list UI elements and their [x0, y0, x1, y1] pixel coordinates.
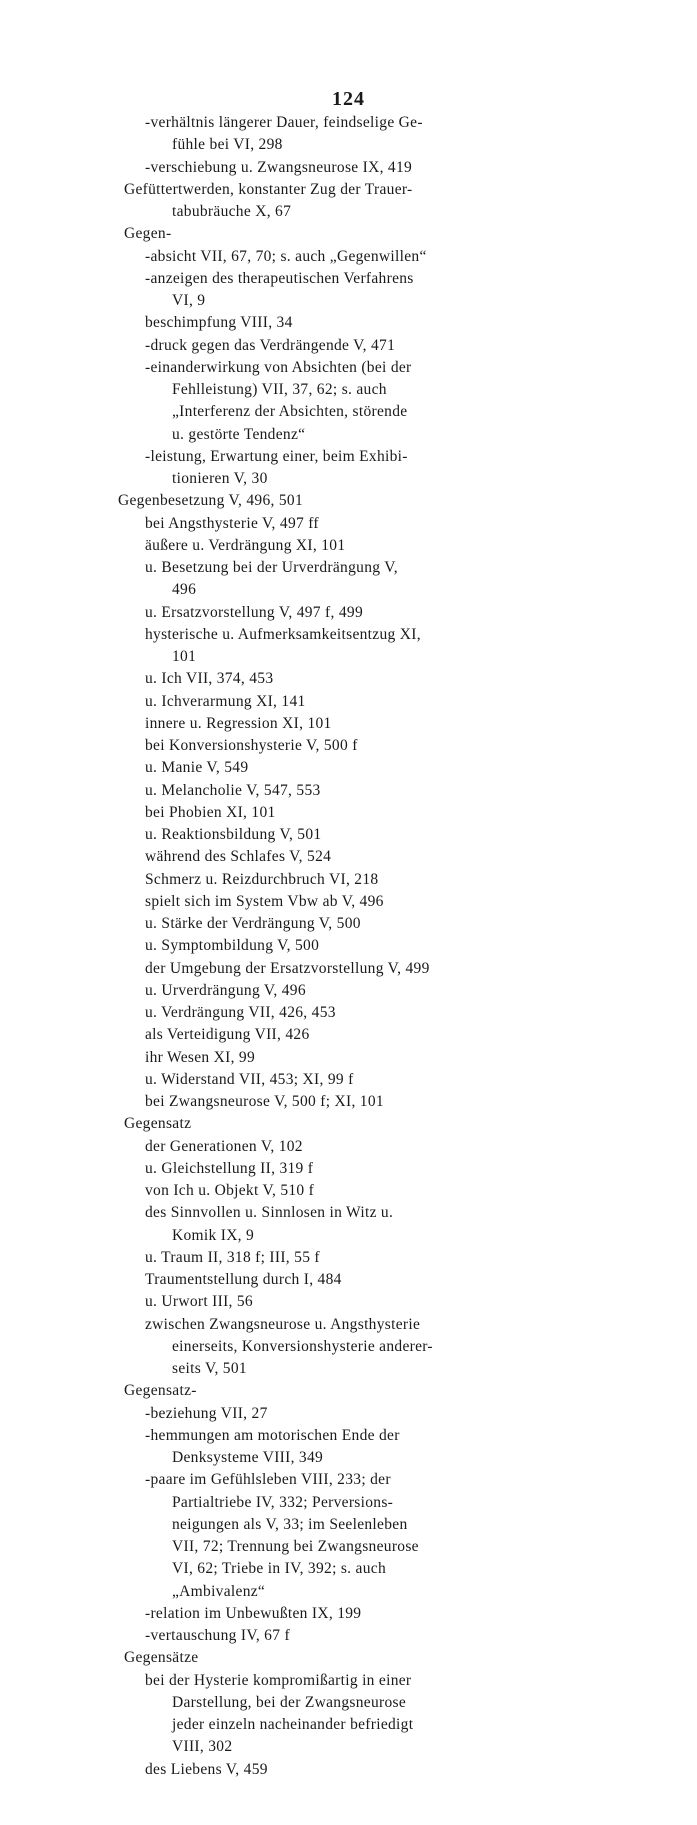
index-line: u. Traum II, 318 f; III, 55 f — [145, 1248, 320, 1266]
index-line: u. Ich VII, 374, 453 — [145, 670, 274, 688]
index-line: -beziehung VII, 27 — [145, 1404, 268, 1422]
index-line: Gefüttertwerden, konstanter Zug der Trauer- — [124, 180, 413, 198]
index-line: „Ambivalenz“ — [172, 1582, 266, 1600]
index-line: zwischen Zwangsneurose u. Angsthysterie — [145, 1315, 421, 1333]
index-line: u. Gleichstellung II, 319 f — [145, 1159, 314, 1177]
index-line: Gegenbesetzung V, 496, 501 — [118, 492, 304, 510]
index-line: bei Konversionshysterie V, 500 f — [145, 737, 358, 754]
index-line: Komik IX, 9 — [172, 1226, 255, 1244]
index-line: während des Schlafes V, 524 — [145, 848, 332, 866]
index-line: der Generationen V, 102 — [145, 1137, 303, 1155]
index-line: u. Manie V, 549 — [145, 759, 249, 777]
index-line: Darstellung, bei der Zwangsneurose — [172, 1693, 407, 1711]
index-line: bei Angsthysterie V, 497 ff — [145, 514, 319, 532]
index-line: Fehlleistung) VII, 37, 62; s. auch — [172, 381, 387, 398]
index-line: u. Besetzung bei der Urverdrängung V, — [145, 559, 398, 576]
index-line: -leistung, Erwartung einer, beim Exhibi- — [145, 447, 408, 465]
index-line: -druck gegen das Verdrängende V, 471 — [145, 336, 396, 354]
index-line: spielt sich im System Vbw ab V, 496 — [145, 892, 384, 910]
index-line: -relation im Unbewußten IX, 199 — [145, 1604, 362, 1622]
index-line: VII, 72; Trennung bei Zwangsneurose — [172, 1538, 419, 1555]
index-line: u. Ichverarmung XI, 141 — [145, 692, 306, 710]
index-line: u. Verdrängung VII, 426, 453 — [145, 1004, 336, 1021]
index-line: innere u. Regression XI, 101 — [145, 714, 332, 732]
index-line: -verschiebung u. Zwangsneurose IX, 419 — [145, 158, 413, 176]
index-line: u. Melancholie V, 547, 553 — [145, 781, 321, 799]
index-line: Gegensatz — [124, 1115, 192, 1133]
index-line: u. Urverdrängung V, 496 — [145, 981, 306, 999]
index-line: fühle bei VI, 298 — [172, 136, 283, 154]
index-line: Gegensätze — [124, 1649, 199, 1667]
index-line: jeder einzeln nacheinander befriedigt — [172, 1716, 414, 1733]
index-line: Denksysteme VIII, 349 — [172, 1449, 324, 1466]
index-line: -einanderwirkung von Absichten (bei der — [145, 358, 412, 376]
index-line: VI, 9 — [172, 292, 206, 309]
index-line: -anzeigen des therapeutischen Verfahrens — [145, 269, 414, 287]
index-line: u. Ersatzvorstellung V, 497 f, 499 — [145, 603, 363, 621]
index-line: bei der Hysterie kompromißartig in einer — [145, 1671, 412, 1689]
index-line: ihr Wesen XI, 99 — [145, 1048, 256, 1066]
index-line: „Interferenz der Absichten, störende — [172, 403, 408, 421]
index-line: -hemmungen am motorischen Ende der — [145, 1426, 400, 1444]
index-line: Schmerz u. Reizdurchbruch VI, 218 — [145, 870, 379, 888]
index-line: u. Reaktionsbildung V, 501 — [145, 826, 322, 843]
index-line: von Ich u. Objekt V, 510 f — [145, 1182, 315, 1199]
index-line: des Liebens V, 459 — [145, 1760, 268, 1778]
index-line: Gegen- — [124, 225, 172, 243]
index-line: -verhältnis längerer Dauer, feindselige Ge- — [145, 114, 423, 131]
index-line: u. Stärke der Verdrängung V, 500 — [145, 915, 361, 932]
index-line: u. Widerstand VII, 453; XI, 99 f — [145, 1070, 354, 1088]
index-line: -paare im Gefühlsleben VIII, 233; der — [145, 1471, 391, 1489]
index-line: neigungen als V, 33; im Seelenleben — [172, 1515, 408, 1533]
index-line: beschimpfung VIII, 34 — [145, 314, 293, 332]
index-line: -vertauschung IV, 67 f — [145, 1627, 290, 1644]
page-number: 124 — [332, 88, 365, 110]
index-line: u. Urwort III, 56 — [145, 1293, 253, 1311]
index-line: hysterische u. Aufmerksamkeitsentzug XI, — [145, 625, 421, 643]
index-line: tabubräuche X, 67 — [172, 203, 292, 220]
index-line: bei Phobien XI, 101 — [145, 803, 276, 821]
index-line: VI, 62; Triebe in IV, 392; s. auch — [172, 1560, 386, 1578]
index-line: VIII, 302 — [172, 1738, 233, 1756]
index-line: bei Zwangsneurose V, 500 f; XI, 101 — [145, 1093, 384, 1110]
index-line: des Sinnvollen u. Sinnlosen in Witz u. — [145, 1204, 394, 1222]
index-line: der Umgebung der Ersatzvorstellung V, 499 — [145, 959, 430, 977]
index-line: 496 — [172, 581, 197, 599]
index-line: einerseits, Konversionshysterie anderer- — [172, 1337, 433, 1355]
index-line: Partialtriebe IV, 332; Perversions- — [172, 1493, 394, 1511]
index-line: tionieren V, 30 — [172, 470, 268, 487]
index-line: seits V, 501 — [172, 1360, 247, 1377]
index-line: Traumentstellung durch I, 484 — [145, 1271, 342, 1288]
index-line: 101 — [172, 648, 197, 665]
index-line: u. gestörte Tendenz“ — [172, 425, 306, 443]
index-line: als Verteidigung VII, 426 — [145, 1026, 310, 1044]
index-line: u. Symptombildung V, 500 — [145, 937, 320, 955]
index-line: äußere u. Verdrängung XI, 101 — [145, 536, 346, 554]
index-line: Gegensatz- — [124, 1382, 197, 1400]
index-line: -absicht VII, 67, 70; s. auch „Gegenwillen“ — [145, 247, 427, 265]
